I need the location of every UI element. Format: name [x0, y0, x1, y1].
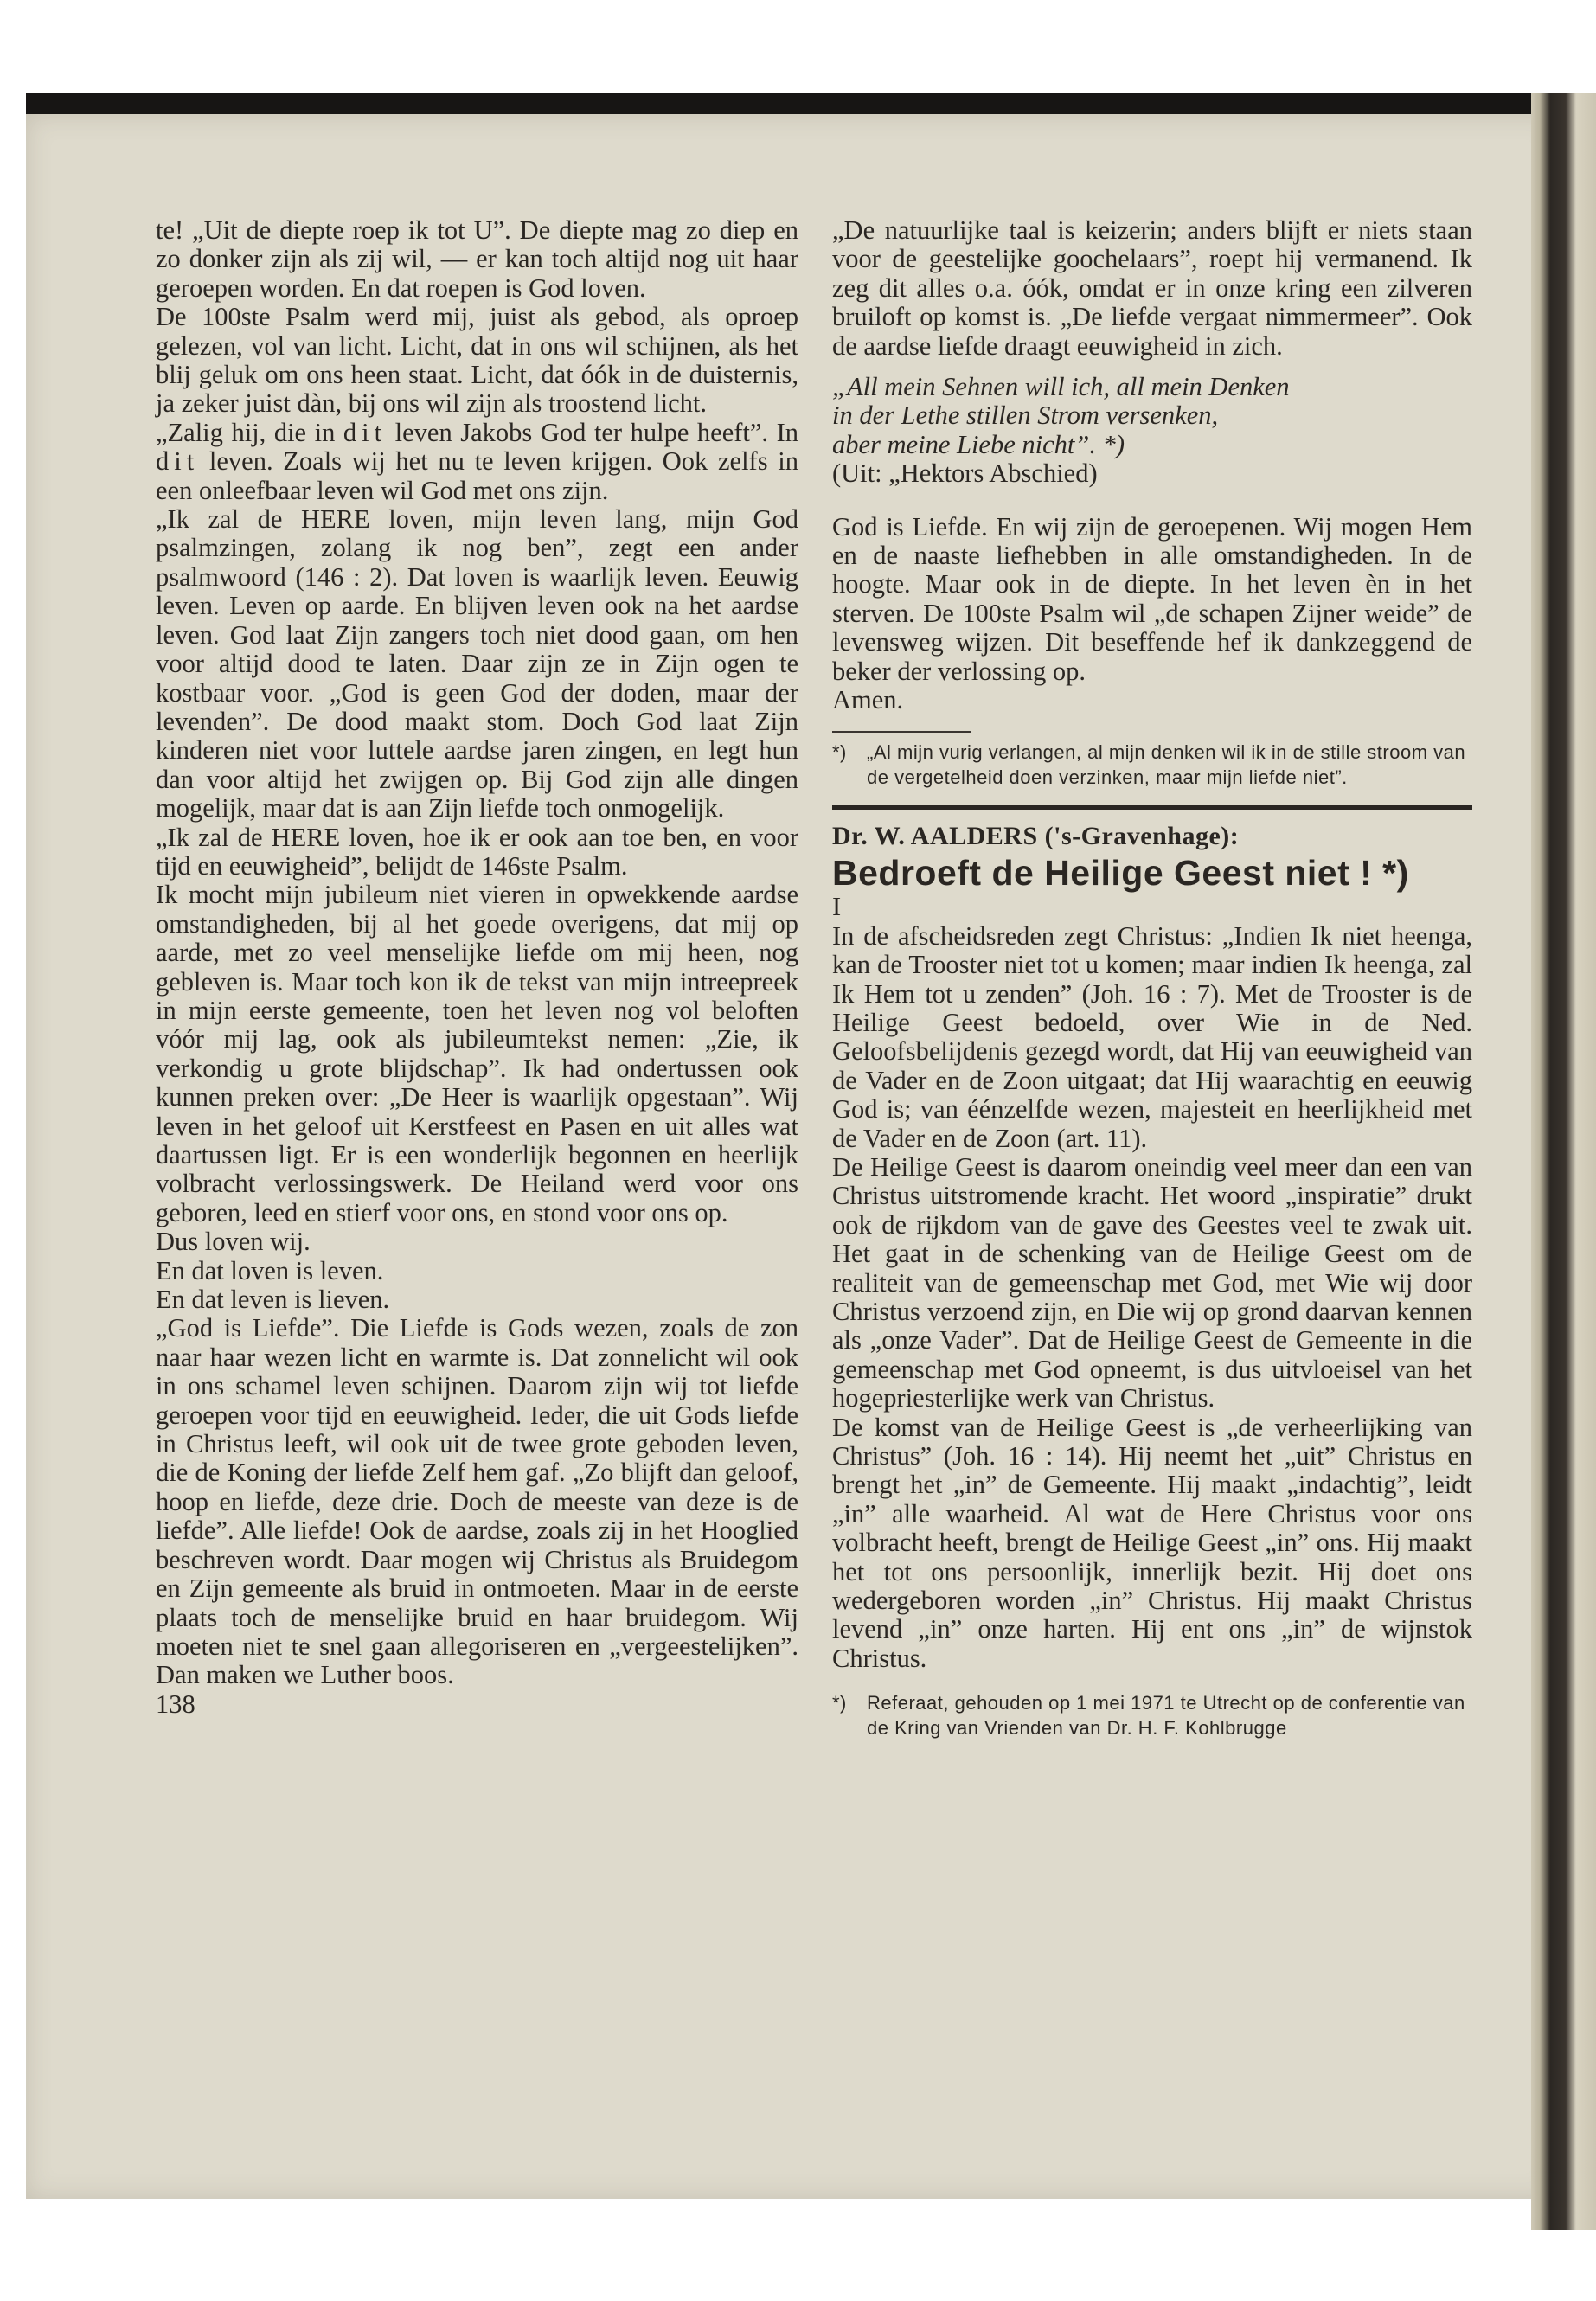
footnote-rule	[832, 731, 971, 733]
right-column	[832, 216, 1472, 1740]
article-author: Dr. W. AALDERS ('s-Gravenhage):	[832, 821, 1240, 850]
footnote	[832, 740, 1472, 790]
paragraph-zalig	[156, 419, 798, 505]
paragraph: De komst van de Heilige Geest is „de verheerlijking van Christus” (Joh. 16 : 14). Hij neemt het „uit” Christus en brengt het „in” de Gemeente. Hij maakt „indachtig”, leidt „in” alle waarheid. Al wat de Here Christus voor ons volbracht heeft, brengt de Heilige Geest „in” ons. Hij maakt het tot ons persoonlijk, innerlijk bezit. Hij doet ons wedergeboren worden „in” Christus. Hij maakt Christus levend „in” onze harten. Hij ent ons „in” de wijnstok Christus.	[832, 1412, 1472, 1673]
paragraph: In de afscheidsreden zegt Christus: „Indien Ik niet heenga, kan de Trooster niet tot u komen; maar indien Ik heenga, zal Ik Hem tot u zenden” (Joh. 16 : 7). Met de Trooster is de Heilige Geest bedoeld, over Wie in de Ned. Geloofsbelijdenis gezegd wordt, dat Hij van eeuwigheid van de Vader en de Zoon uitgaat; dat Hij waarachtig en eeuwig God is; van éénzelfde wezen, majesteit en heerlijkheid met de Vader en de Zoon (art. 11).	[832, 920, 1472, 1153]
footnote-mark: *)	[832, 1692, 847, 1715]
emphasis-word: dit	[156, 446, 200, 477]
poem-line: aber meine Liebe nicht”. *)	[832, 429, 1125, 459]
poem-line: in der Lethe stillen Strom versenken,	[832, 401, 1219, 431]
paragraph: Ik mocht mijn jubileum niet vieren in opwekkende aardse omstandigheden, bij al het goede overigens, dat mij op aarde, met zo veel menselijke liefde om mij heen, nog gebleven is. Maar toch kon ik de tekst van mijn intreepreek in mijn eerste gemeente, toen het leven nog vol beloften vóór mij lag, ook als jubileumtekst nemen: „Zie, ik verkondig u grote blijdschap”. Ik had ondertussen ook kunnen preken over: „De Heer is waarlijk opgestaan”. Wij leven in het geloof uit Kerstfeest en Pasen en uit alles wat daartussen ligt. Er is een wonderlijk begonnen en heerlijk volbracht verlossingswerk. De Heiland werd voor ons geboren, leed en stierf voor ons, en stond voor ons op.	[156, 880, 798, 1227]
paragraph: En dat leven is lieven.	[156, 1285, 390, 1315]
poem-source: (Uit: „Hektors Abschied)	[832, 458, 1098, 489]
text-run: „Zalig hij, die in	[156, 417, 336, 447]
paragraph: Dus loven wij.	[156, 1227, 311, 1257]
section-numeral: I	[832, 892, 842, 922]
left-column	[156, 216, 798, 1719]
paragraph: God is Liefde. En wij zijn de geroepenen. Wij mogen Hem en de naaste liefhebben in alle omstandigheden. In de hoogte. Maar ook in de diepte. In het leven èn in het sterven. De 100ste Psalm wil „de schapen Zijner weide” de levensweg wijzen. Dit beseffende hef ik dankzeggend de beker der verlossing op.	[832, 511, 1472, 686]
poem-quote	[832, 373, 1472, 459]
section-divider	[832, 805, 1472, 810]
footnote-mark: *)	[832, 740, 847, 763]
book-spine	[1531, 93, 1596, 2230]
page-number: 138	[156, 1689, 195, 1719]
footnote-text: „Al mijn vurig verlangen, al mijn denken wil ik in de stille stroom van de vergetelheid doen verzinken, maar mijn liefde niet”.	[867, 740, 1466, 788]
paragraph: En dat loven is leven.	[156, 1255, 384, 1285]
paragraph: De Heilige Geest is daarom oneindig veel meer dan een van Christus uitstromende kracht. Het woord „inspiratie” drukt ook de rijkdom van de gave des Geestes veel te zwak uit. Het gaat in de schenking van de Heilige Geest om de realiteit van de gemeenschap met God, met Wie wij door Christus verzoend zijn, en Die wij op grond daarvan kennen als „onze Vader”. Dat de Heilige Geest de Gemeente in die gemeenschap met God opneemt, is dus uitvloeisel van het hogepriesterlijke werk van Christus.	[832, 1151, 1472, 1413]
amen: Amen.	[832, 685, 904, 715]
paragraph: „De natuurlijke taal is keizerin; anders blijft er niets staan voor de geestelijke goochelaars”, roept hij vermanend. Ik zeg dit alles o.a. óók, omdat er in onze kring een zilveren bruiloft op komst is. „De liefde vergaat nimmermeer”. Ook de aardse liefde draagt eeuwigheid in zich.	[832, 215, 1472, 361]
paragraph: „Ik zal de HERE loven, mijn leven lang, mijn God psalmzingen, zolang ik nog ben”, zegt een ander psalmwoord (146 : 2). Dat loven is waarlijk leven. Eeuwig leven. Leven op aarde. En blijven leven ook na het aardse leven. God laat Zijn zangers toch niet dood gaan, om hen voor altijd dood te laten. Daar zijn ze in Zijn ogen te kostbaar voor. „God is geen God der doden, maar der levenden”. De dood maakt stom. Doch God laat Zijn kinderen niet voor luttele aardse jaren zingen, en legt hun dan voor altijd het zwijgen op. Bij God zijn alle dingen mogelijk, maar dat is aan Zijn liefde toch onmogelijk.	[156, 504, 798, 824]
paragraph: „God is Liefde”. Die Liefde is Gods wezen, zoals de zon naar haar wezen licht en warmte is. Dat zonnelicht wil ook in ons schamel leven schijnen. Daarom zijn wij tot liefde geroepen voor tijd en eeuwigheid. Ieder, die uit Gods liefde in Christus leeft, wil ook uit de twee grote geboden leven, die de Koning der liefde Zelf hem gaf. „Zo blijft dan geloof, hoop en liefde, deze drie. Doch de meeste van deze is de liefde”. Alle liefde! Ook de aardse, zoals zij in het Hooglied beschreven wordt. Daar mogen wij Christus als Bruidegom en Zijn gemeente als bruid in ontmoeten. Maar in de eerste plaats toch de menselijke bruid en haar bruidegom. Wij moeten niet te snel gaan allegoriseren en „vergeestelijken”. Dan maken we Luther boos.	[156, 1313, 798, 1690]
footnote	[832, 1690, 1472, 1740]
text-run: leven. Zoals wij het nu te leven krijgen. Ook zelfs in een onleefbaar leven wil God met ons zijn.	[156, 446, 798, 505]
emphasis-word: dit	[343, 417, 388, 447]
poem-line: „All mein Sehnen will ich, all mein Denken	[832, 372, 1290, 402]
paragraph: „Ik zal de HERE loven, hoe ik er ook aan toe ben, en voor tijd en eeuwigheid”, belijdt de 146ste Psalm.	[156, 822, 798, 881]
text-run: leven Jakobs God ter hulpe heeft”. In	[394, 417, 798, 447]
article-title: Bedroeft de Heilige Geest niet ! *)	[832, 852, 1409, 893]
paragraph: De 100ste Psalm werd mij, juist als gebod, als oproep gelezen, vol van licht. Licht, dat in ons wil schijnen, als het blij geluk om ons heen staat. Licht, dat óók in de duisternis, ja zeker juist dàn, bij ons wil zijn als troostend licht.	[156, 302, 798, 419]
paragraph: te! „Uit de diepte roep ik tot U”. De diepte mag zo diep en zo donker zijn als zij wil, — er kan toch altijd nog uit haar geroepen worden. En dat roepen is God loven.	[156, 215, 798, 303]
footnote-text: Referaat, gehouden op 1 mei 1971 te Utrecht op de conferentie van de Kring van Vrienden van Dr. H. F. Kohlbrugge	[867, 1692, 1465, 1740]
